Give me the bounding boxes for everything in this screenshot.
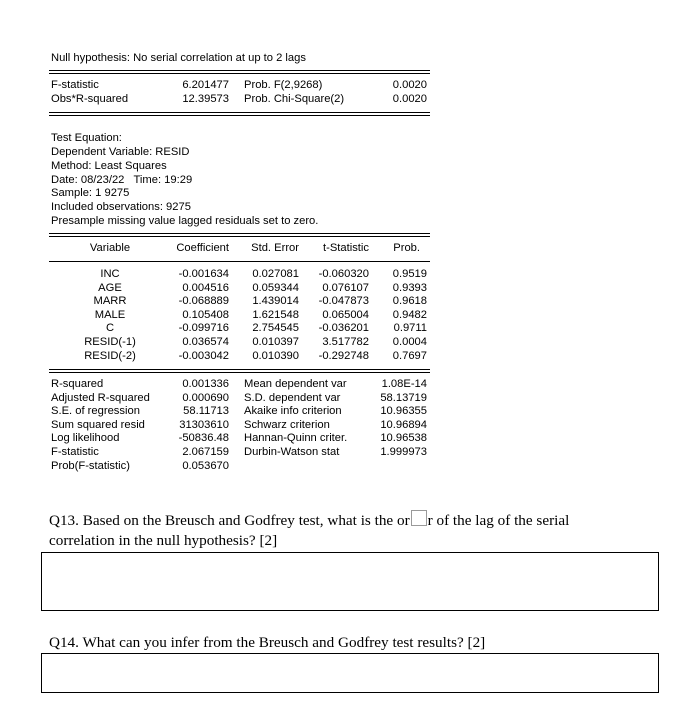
table-cell-coef: 0.036574: [182, 335, 229, 348]
table-cell-prob: 0.9618: [392, 295, 427, 308]
rule-stats-bottom-2: [49, 115, 430, 116]
table-cell-t: -0.047873: [318, 295, 369, 308]
table-cell-se: 0.027081: [252, 268, 299, 280]
sample: Sample: 1 9275: [51, 187, 130, 199]
table-cell-coef: -0.001634: [178, 268, 229, 280]
table-cell-prob: 0.7697: [392, 349, 427, 362]
summary-value: 58.11713: [183, 405, 229, 418]
summary-value: 1.08E-14: [381, 378, 427, 390]
table-cell-variable: MALE: [94, 308, 126, 321]
summary-right-values: [370, 378, 427, 460]
rule-table-bottom-2: [49, 372, 430, 373]
table-cell-variable: RESID(-2): [84, 349, 136, 362]
summary-value: 0.001336: [182, 378, 229, 390]
table-cell-t: -0.036201: [318, 322, 369, 335]
stat-prob-obs: 0.0020: [392, 93, 427, 105]
coefficient-column: [150, 268, 229, 363]
summary-value: 1.999973: [380, 445, 427, 458]
stat-prob-f: 0.0020: [392, 79, 427, 91]
table-cell-se: 0.010390: [252, 349, 299, 362]
rule-table-top-1: [49, 233, 430, 234]
summary-label: F-statistic: [51, 445, 99, 458]
date-time: Date: 08/23/22 Time: 19:29: [51, 174, 193, 186]
table-cell-variable: AGE: [98, 281, 122, 294]
summary-label: R-squared: [51, 378, 104, 390]
question-13-line-1: [49, 510, 569, 531]
table-cell-prob: 0.9519: [392, 268, 427, 280]
col-header-prob: Prob.: [393, 242, 420, 254]
table-cell-variable: MARR: [93, 295, 127, 308]
col-header-coefficient: Coefficient: [176, 242, 229, 254]
missing-glyph-icon: [411, 510, 427, 526]
summary-label: Adjusted R-squared: [51, 391, 150, 404]
summary-value: 58.13719: [380, 391, 427, 404]
table-cell-coef: 0.105408: [182, 308, 229, 321]
table-cell-coef: 0.004516: [182, 281, 229, 294]
test-equation-title: Test Equation:: [51, 132, 122, 144]
summary-value: -50836.48: [178, 432, 229, 445]
col-header-t-statistic: t-Statistic: [322, 242, 369, 254]
summary-value: 0.000690: [182, 391, 229, 404]
question-13-text-a: Q13. Based on the Breusch and Godfrey test, what is the or: [49, 512, 410, 529]
t-statistic-column: [300, 268, 369, 363]
summary-label: Mean dependent var: [244, 378, 347, 390]
question-13-text-b: r of the lag of the serial: [427, 512, 570, 529]
table-cell-se: 0.059344: [252, 281, 299, 294]
table-cell-t: -0.060320: [318, 268, 369, 280]
summary-label: Prob(F-statistic): [51, 459, 130, 472]
table-cell-t: 0.076107: [322, 281, 369, 294]
table-cell-se: 1.439014: [252, 295, 299, 308]
summary-value: 0.053670: [182, 459, 229, 472]
question-14: Q14. What can you infer from the Breusch and Godfrey test results? [2]: [49, 634, 486, 651]
prob-column: [370, 268, 427, 363]
table-cell-t: 3.517782: [322, 335, 369, 348]
dependent-variable: Dependent Variable: RESID: [51, 146, 190, 158]
table-cell-prob: 0.9393: [392, 281, 427, 294]
col-header-std-error: Std. Error: [251, 242, 299, 254]
stat-value-f: 6.201477: [182, 79, 229, 91]
summary-left-values: [150, 378, 229, 473]
summary-value: 10.96538: [380, 432, 427, 445]
summary-label: Durbin-Watson stat: [244, 445, 340, 458]
col-header-variable: Variable: [89, 242, 131, 254]
rule-table-top-2: [49, 236, 430, 237]
summary-label: Hannan-Quinn criter.: [244, 432, 348, 445]
null-hypothesis: Null hypothesis: No serial correlation at up to 2 lags: [51, 52, 306, 64]
stat-label-obs: Obs*R-squared: [51, 93, 129, 105]
table-cell-se: 0.010397: [252, 335, 299, 348]
rule-table-bottom-1: [49, 369, 430, 370]
stat-value-obs: 12.39573: [182, 93, 229, 105]
summary-label: Log likelihood: [51, 432, 120, 445]
rule-stats-bottom-1: [49, 112, 430, 113]
variable-column: [75, 268, 145, 363]
presample-note: Presample missing value lagged residuals set to zero.: [51, 215, 319, 227]
answer-box-q14[interactable]: [41, 653, 659, 693]
summary-left-labels: [51, 378, 150, 473]
summary-label: Schwarz criterion: [244, 418, 330, 431]
rule-top-1: [49, 70, 430, 71]
stat-prob-label-obs: Prob. Chi-Square(2): [244, 93, 345, 105]
summary-label: Akaike info criterion: [244, 405, 342, 418]
table-cell-variable: C: [105, 322, 115, 335]
std-error-column: [230, 268, 299, 363]
table-cell-t: -0.292748: [318, 349, 369, 362]
question-13-line-2: correlation in the null hypothesis? [2]: [49, 532, 278, 549]
summary-label: S.E. of regression: [51, 405, 140, 418]
table-cell-prob: 0.0004: [392, 335, 427, 348]
summary-right-labels: [244, 378, 347, 460]
stat-label-f: F-statistic: [51, 79, 99, 91]
summary-value: 10.96894: [380, 418, 427, 431]
summary-value: 2.067159: [182, 445, 229, 458]
rule-table-header-bottom: [49, 261, 430, 262]
included-observations: Included observations: 9275: [51, 201, 191, 213]
summary-label: S.D. dependent var: [244, 391, 341, 404]
table-cell-t: 0.065004: [322, 308, 369, 321]
table-cell-prob: 0.9482: [392, 308, 427, 321]
table-cell-coef: -0.003042: [178, 349, 229, 362]
method: Method: Least Squares: [51, 160, 167, 172]
table-cell-variable: RESID(-1): [84, 335, 136, 348]
table-cell-coef: -0.068889: [178, 295, 229, 308]
table-cell-variable: INC: [100, 268, 120, 280]
summary-label: Sum squared resid: [51, 418, 145, 431]
summary-value: 31303610: [179, 418, 229, 431]
table-cell-se: 1.621548: [252, 308, 299, 321]
stat-prob-label-f: Prob. F(2,9268): [244, 79, 323, 91]
table-cell-prob: 0.9711: [393, 322, 427, 335]
summary-value: 10.96355: [380, 405, 427, 418]
rule-top-2: [49, 73, 430, 74]
table-cell-se: 2.754545: [252, 322, 299, 335]
answer-box-q13[interactable]: [41, 552, 659, 611]
table-cell-coef: -0.099716: [178, 322, 229, 335]
